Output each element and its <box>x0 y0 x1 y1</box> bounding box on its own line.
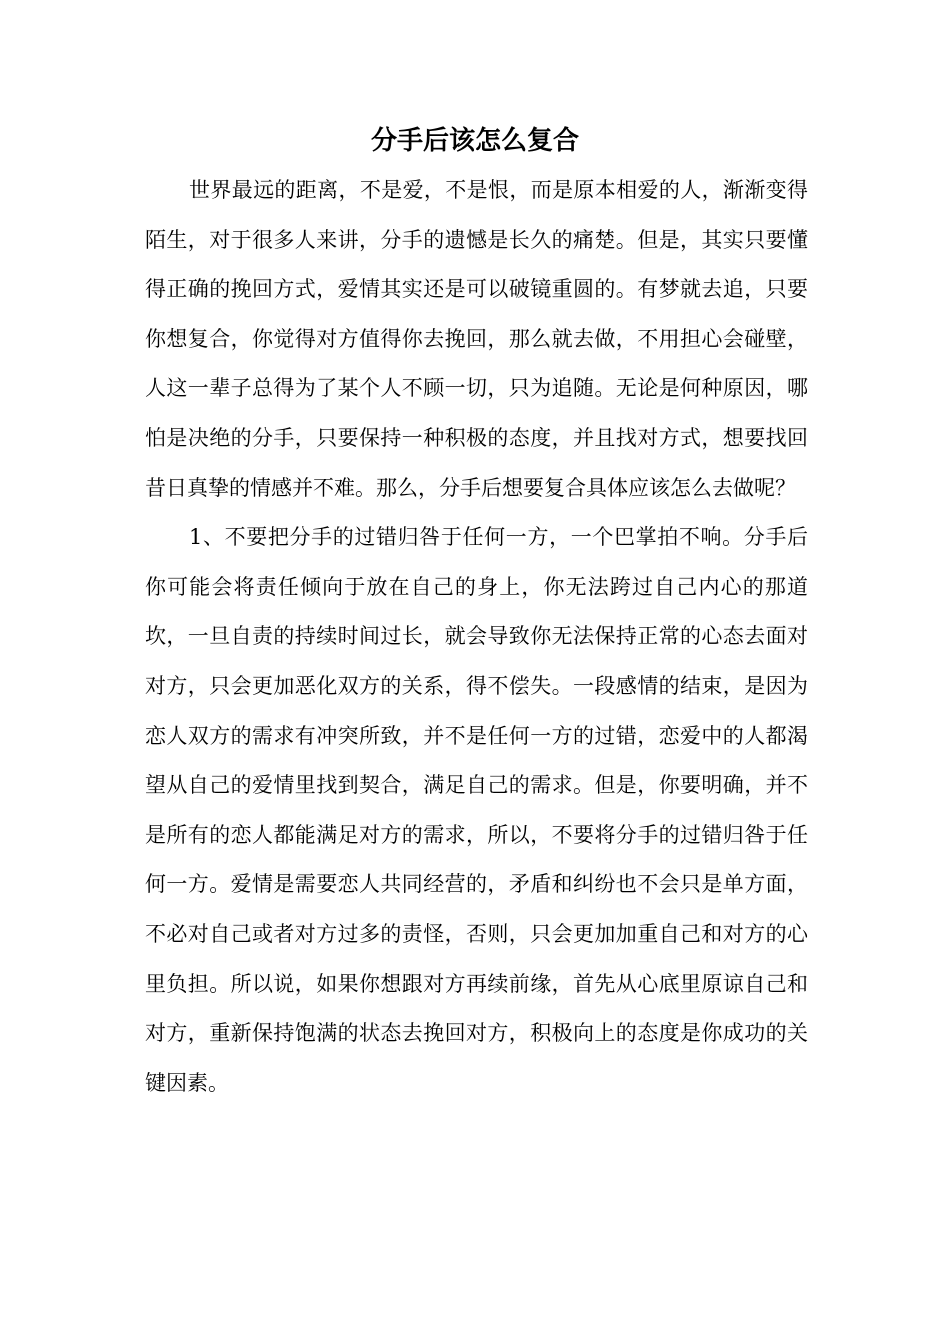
document-body <box>145 166 808 1108</box>
paragraph-point-1: 1、不要把分手的过错归咎于任何一方，一个巴掌拍不响。分手后你可能会将责任倾向于放在自己的身上，你无法跨过自己内心的那道坎，一旦自责的持续时间过长，就会导致你无法保持正常的心态去面对对方，只会更加恶化双方的关系，得不偿失。一段感情的结束，是因为恋人双方的需求有冲突所致，并不是任何一方的过错，恋爱中的人都渴望从自己的爱情里找到契合，满足自己的需求。但是，你要明确，并不是所有的恋人都能满足对方的需求，所以，不要将分手的过错归咎于任何一方。爱情是需要恋人共同经营的，矛盾和纠纷也不会只是单方面，不必对自己或者对方过多的责怪，否则，只会更加加重自己和对方的心里负担。所以说，如果你想跟对方再续前缘，首先从心底里原谅自己和对方，重新保持饱满的状态去挽回对方，积极向上的态度是你成功的关键因素。 <box>145 525 808 1095</box>
paragraph-intro: 世界最远的距离，不是爱，不是恨，而是原本相爱的人，渐渐变得陌生，对于很多人来讲，分手的遗憾是长久的痛楚。但是，其实只要懂得正确的挽回方式，爱情其实还是可以破镜重圆的。有梦就去追，只要你想复合，你觉得对方值得你去挽回，那么就去做，不用担心会碰壁，人这一辈子总得为了某个人不顾一切，只为追随。无论是何种原因，哪怕是决绝的分手，只要保持一种积极的态度，并且找对方式，想要找回昔日真挚的情感并不难。那么，分手后想要复合具体应该怎么去做呢？ <box>145 178 808 500</box>
document-title: 分手后该怎么复合 <box>370 126 579 156</box>
